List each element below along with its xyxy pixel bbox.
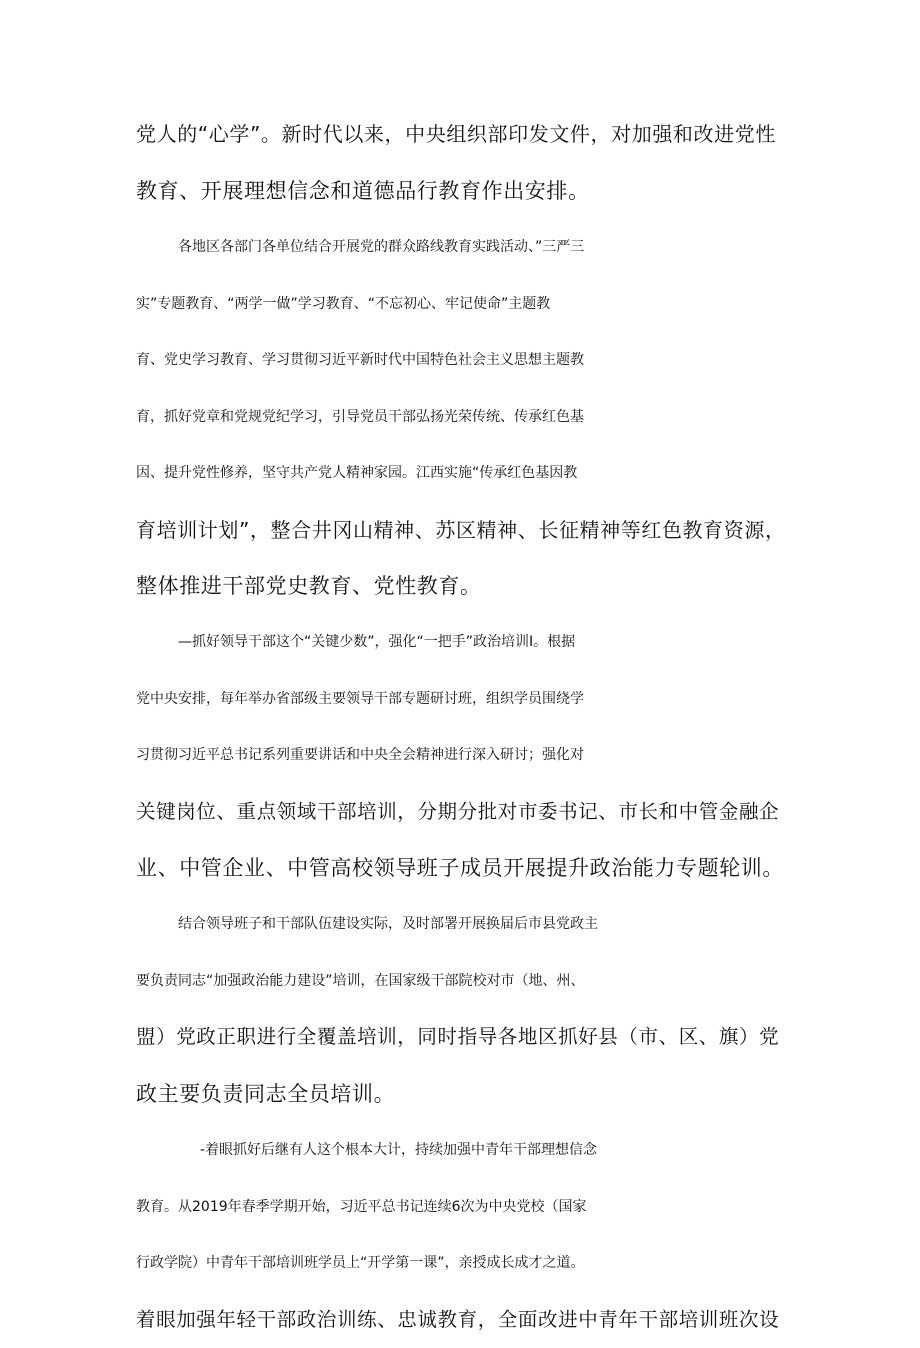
text-line: 关键岗位、重点领域干部培训，分期分批对市委书记、市长和中管金融企: [136, 784, 784, 841]
text-line: 党中央安排，每年举办省部级主要领导干部专题研讨班，组织学员围绕学: [136, 671, 784, 728]
text-line: 因、提升党性修养，坚守共产党人精神家园。江西实施“传承红色基因教: [136, 445, 786, 502]
text-line: 教育、开展理想信念和道德品行教育作出安排。: [136, 163, 776, 220]
text-line: 结合领导班子和干部队伍建设实际，及时部署开展换届后市县党政主: [136, 896, 779, 953]
paragraph-3: [136, 614, 784, 897]
text-line: 党人的“心学”。新时代以来，中央组织部印发文件，对加强和改进党性: [136, 106, 776, 163]
text-line: —抓好领导干部这个“关键少数”，强化“一把手”政治培训I。根据: [136, 614, 784, 671]
text-line: 着眼加强年轻干部政治训练、忠诚教育，全面改进中青年干部培训班次设: [136, 1292, 779, 1348]
text-line: 育，抓好党章和党规党纪学习，引导党员干部弘扬光荣传统、传承红色基: [136, 389, 786, 446]
text-line: -着眼抓好后继有人这个根本大计，持续加强中青年干部理想信念: [136, 1122, 779, 1179]
text-line: 盟）党政正职进行全覆盖培训，同时指导各地区抓好县（市、区、旗）党: [136, 1009, 779, 1066]
text-line: 行政学院）中青年干部培训班学员上“开学第一课”，亲授成长成才之道。: [136, 1235, 779, 1292]
text-line: 整体推进干部党史教育、党性教育。: [136, 558, 786, 615]
paragraph-5: [136, 1122, 779, 1348]
text-line: 业、中管企业、中管高校领导班子成员开展提升政治能力专题轮训。: [136, 840, 784, 897]
text-line: 各地区各部门各单位结合开展党的群众路线教育实践活动、”三严三: [136, 219, 786, 276]
text-line: 要负责同志“加强政治能力建设”培训，在国家级干部院校对市（地、州、: [136, 953, 779, 1010]
paragraph-4: [136, 896, 779, 1122]
text-line: 实”专题教育、“两学一做”学习教育、“不忘初心、牢记使命”主题教: [136, 276, 786, 333]
paragraph-1: [136, 106, 776, 219]
paragraph-2: [136, 219, 786, 615]
text-line: 育、党史学习教育、学习贯彻习近平新时代中国特色社会主义思想主题教: [136, 332, 786, 389]
text-line: 育培训计划”，整合井冈山精神、苏区精神、长征精神等红色教育资源，: [136, 502, 786, 559]
text-line: 政主要负责同志全员培训。: [136, 1066, 779, 1123]
text-line: 教育。从2019年春季学期开始，习近平总书记连续6次为中央党校（国家: [136, 1179, 779, 1236]
text-line: 习贯彻习近平总书记系列重要讲话和中央全会精神进行深入研讨；强化对: [136, 727, 784, 784]
